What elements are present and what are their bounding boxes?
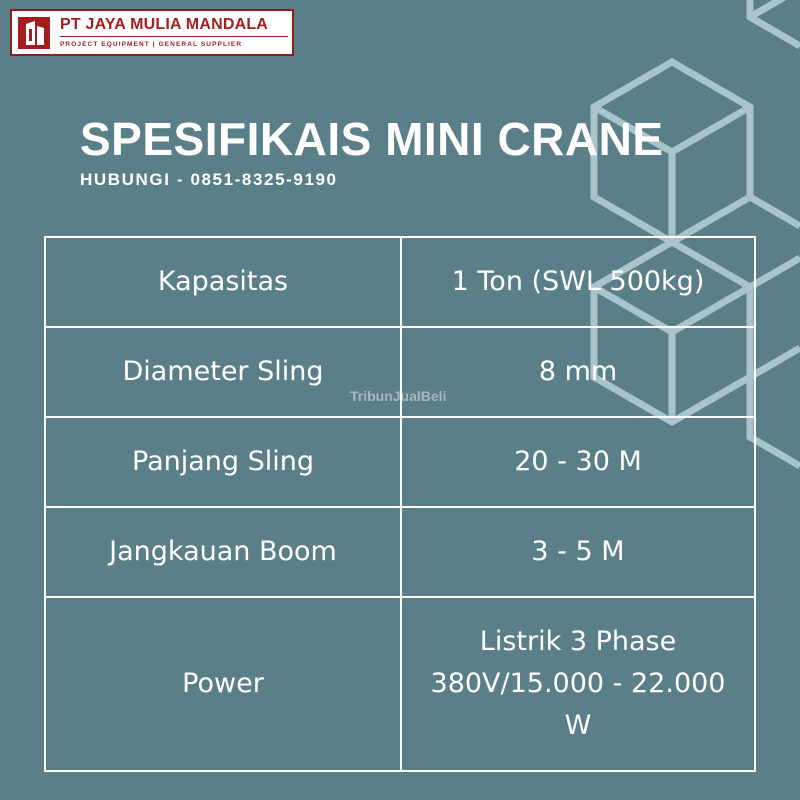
page-title: SPESIFIKAIS MINI CRANE [80, 113, 664, 165]
spec-value [401, 417, 755, 507]
spec-label: Kapasitas [45, 237, 401, 327]
company-logo [10, 9, 294, 56]
spec-value-line: 1 Ton (SWL 500kg) [451, 266, 705, 297]
spec-value-line: 3 - 5 M [531, 536, 625, 567]
building-logo-icon [18, 17, 50, 49]
logo-divider [60, 36, 288, 37]
company-tagline: PROJECT EQUIPMENT | GENERAL SUPPLIER [60, 41, 243, 48]
spec-label: Diameter Sling [45, 327, 401, 417]
spec-value-line: 20 - 30 M [514, 446, 642, 477]
spec-value [401, 327, 755, 417]
watermark: TribunJualBeli [350, 388, 447, 404]
table-row [45, 417, 755, 507]
spec-label: Power [45, 597, 401, 771]
spec-label: Panjang Sling [45, 417, 401, 507]
table-row [45, 237, 755, 327]
spec-value [401, 507, 755, 597]
spec-value [401, 237, 755, 327]
contact-phone: HUBUNGI - 0851-8325-9190 [80, 170, 338, 189]
spec-value-line: 380V/15.000 - 22.000 [430, 668, 726, 699]
table-row [45, 597, 755, 771]
table-row [45, 507, 755, 597]
spec-value-line: W [564, 710, 592, 741]
spec-value-line: 8 mm [538, 356, 618, 387]
company-name: PT JAYA MULIA MANDALA [60, 16, 269, 33]
spec-table [44, 236, 756, 772]
spec-value [401, 597, 755, 771]
spec-label: Jangkauan Boom [45, 507, 401, 597]
spec-value-line: Listrik 3 Phase [479, 626, 677, 657]
